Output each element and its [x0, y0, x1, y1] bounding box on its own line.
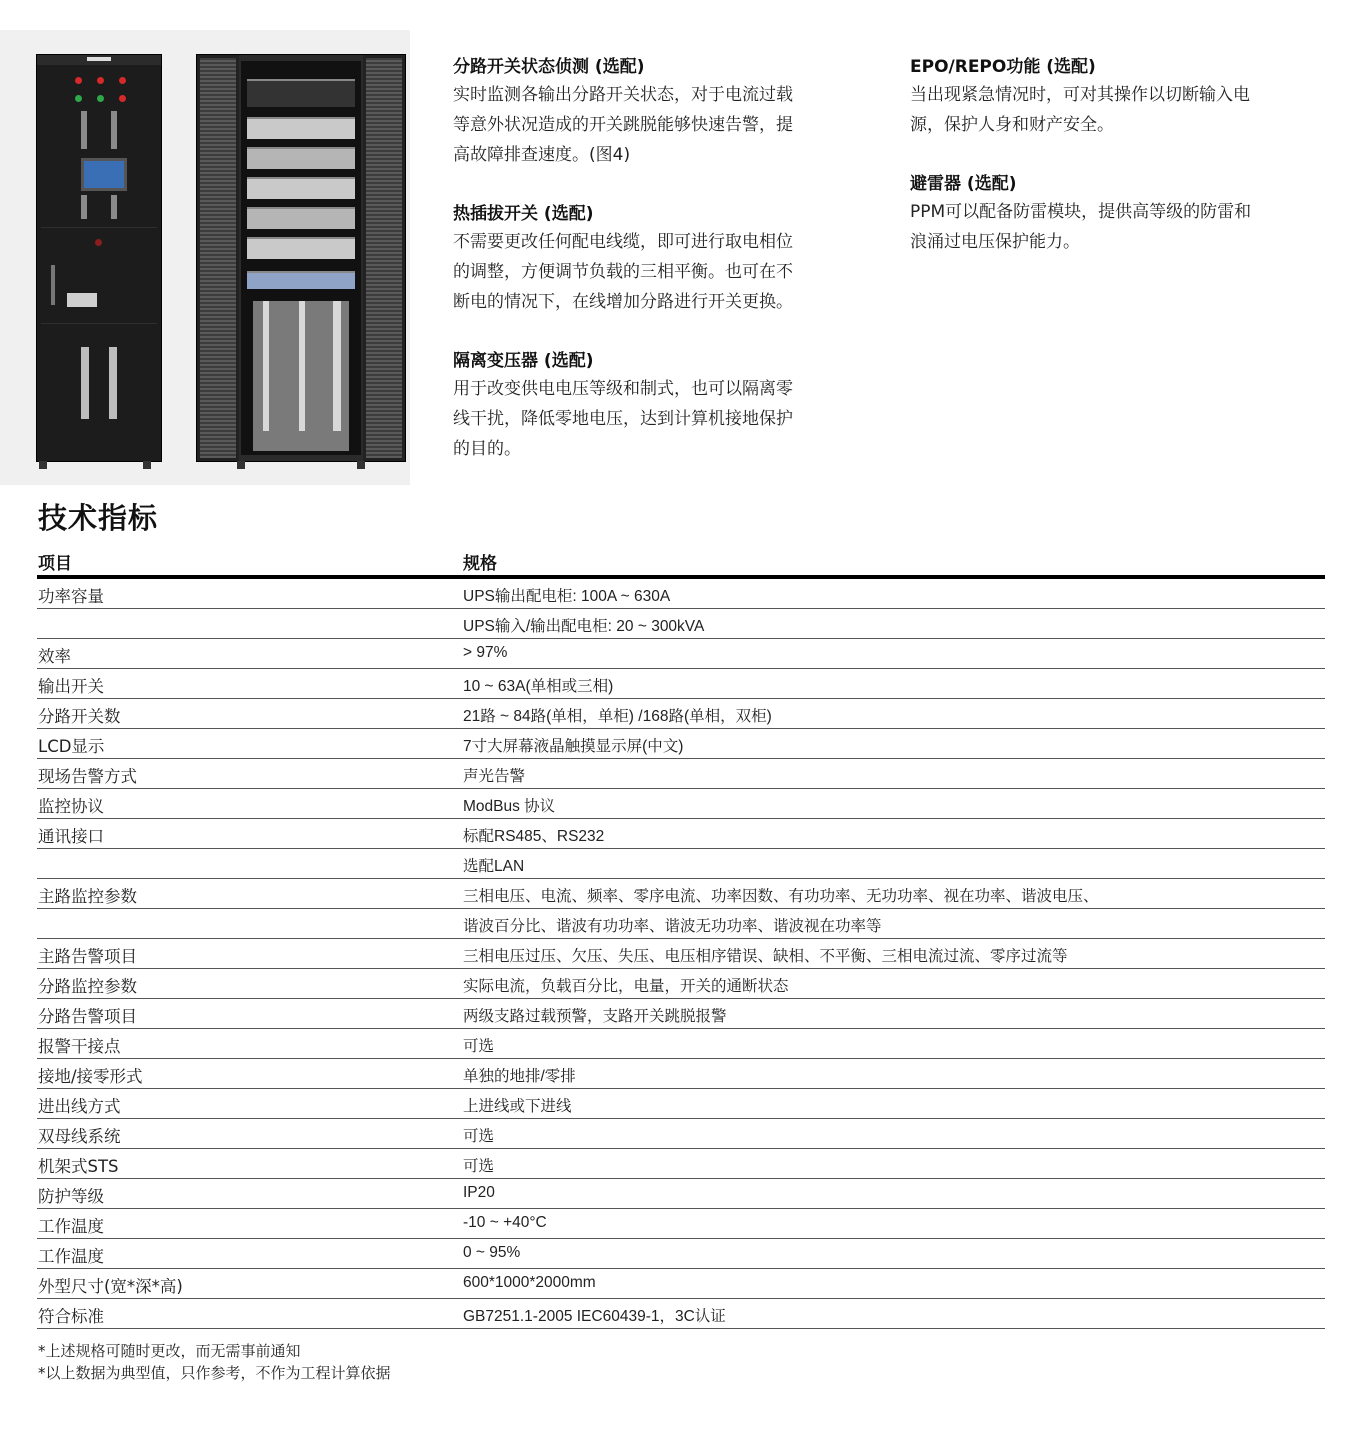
- row-item: 报警干接点: [38, 1037, 121, 1056]
- brand-plate: [87, 57, 111, 61]
- table-row: [37, 999, 1325, 1029]
- feature-block: [453, 348, 863, 464]
- feature-text: 线干扰，降低零地电压，达到计算机接地保护: [453, 409, 793, 429]
- feature-column-right: [910, 54, 1320, 257]
- table-row: [37, 669, 1325, 699]
- feature-title: 分路开关状态侦测 (选配): [453, 57, 645, 77]
- spec-table-header: [37, 545, 1325, 579]
- table-row: [37, 969, 1325, 999]
- indicator-lamp: [97, 77, 104, 84]
- row-spec: 7寸大屏幕液晶触摸显示屏(中文): [463, 738, 684, 755]
- feature-text: 不需要更改任何配电线缆，即可进行取电相位: [453, 232, 793, 252]
- indicator-lamp: [119, 95, 126, 102]
- row-spec: UPS输入/输出配电柜: 20 ~ 300kVA: [463, 618, 705, 635]
- row-item: 双母线系统: [38, 1127, 121, 1146]
- row-item: 主路告警项目: [38, 947, 137, 966]
- row-item: 外型尺寸(宽*深*高): [38, 1277, 183, 1296]
- feature-title: 避雷器 (选配): [910, 174, 1017, 194]
- row-spec: 两级支路过载预警，支路开关跳脱报警: [463, 1008, 727, 1025]
- table-row: [37, 849, 1325, 879]
- row-spec: 可选: [463, 1158, 495, 1175]
- table-row: [37, 789, 1325, 819]
- column-header-spec: 规格: [463, 554, 497, 574]
- footnote: *以上数据为典型值，只作参考，不作为工程计算依据: [38, 1364, 391, 1382]
- row-spec: 选配LAN: [463, 858, 525, 875]
- row-spec: 可选: [463, 1038, 495, 1055]
- row-spec: 三相电压、电流、频率、零序电流、功率因数、有功功率、无功功率、视在功率、谐波电压、: [463, 888, 1099, 905]
- feature-text: 高故障排查速度。(图4): [453, 145, 631, 165]
- footnote: *上述规格可随时更改，而无需事前通知: [38, 1342, 301, 1360]
- table-row: [37, 1209, 1325, 1239]
- feature-text: 当出现紧急情况时，可对其操作以切断输入电: [910, 85, 1250, 105]
- row-spec: 0 ~ 95%: [463, 1244, 521, 1261]
- table-row: [37, 1179, 1325, 1209]
- row-item: 符合标准: [38, 1307, 104, 1326]
- footnotes: [38, 1340, 391, 1384]
- row-spec: IP20: [463, 1184, 495, 1201]
- indicator-lamp: [119, 77, 126, 84]
- feature-text: 实时监测各输出分路开关状态，对于电流过载: [453, 85, 793, 105]
- feature-title: 热插拔开关 (选配): [453, 204, 594, 224]
- spec-table: [37, 579, 1325, 1329]
- row-item: 机架式STS: [38, 1157, 119, 1176]
- row-item: 进出线方式: [38, 1097, 121, 1116]
- table-row: [37, 819, 1325, 849]
- table-row: [37, 1149, 1325, 1179]
- row-item: 现场告警方式: [38, 767, 137, 786]
- row-item: 输出开关: [38, 677, 104, 696]
- product-photo: [0, 30, 410, 485]
- row-item: LCD显示: [38, 737, 105, 756]
- table-row: [37, 1299, 1325, 1329]
- table-row: [37, 1239, 1325, 1269]
- spec-title: 技术指标: [38, 501, 159, 535]
- row-item: 防护等级: [38, 1187, 104, 1206]
- table-row: [37, 1269, 1325, 1299]
- table-row: [37, 699, 1325, 729]
- feature-column-left: [453, 54, 863, 464]
- row-spec: 实际电流，负载百分比，电量，开关的通断状态: [463, 978, 789, 995]
- row-spec: 标配RS485、RS232: [463, 828, 605, 845]
- row-spec: 谐波百分比、谐波有功功率、谐波无功功率、谐波视在功率等: [463, 918, 882, 935]
- lcd-screen: [81, 158, 127, 191]
- feature-text: 浪涌过电压保护能力。: [910, 232, 1080, 252]
- row-item: 工作温度: [38, 1247, 104, 1266]
- table-row: [37, 759, 1325, 789]
- table-row: [37, 1119, 1325, 1149]
- row-spec: UPS输出配电柜: 100A ~ 630A: [463, 588, 671, 605]
- perforated-door: [363, 55, 405, 461]
- row-spec: 可选: [463, 1128, 495, 1145]
- table-row: [37, 939, 1325, 969]
- row-spec: 上进线或下进线: [463, 1098, 572, 1115]
- feature-block: [910, 171, 1320, 257]
- table-row: [37, 879, 1325, 909]
- cabinet-interior: [241, 61, 361, 455]
- table-row: [37, 1089, 1325, 1119]
- feature-block: [910, 54, 1320, 140]
- row-spec: ModBus 协议: [463, 798, 556, 815]
- row-item: 分路开关数: [38, 707, 121, 726]
- table-row: [37, 639, 1325, 669]
- row-spec: GB7251.1-2005 IEC60439-1，3C认证: [463, 1308, 726, 1325]
- feature-text: PPM可以配备防雷模块，提供高等级的防雷和: [910, 202, 1252, 222]
- column-header-item: 项目: [38, 554, 72, 574]
- indicator-lamp: [97, 95, 104, 102]
- feature-title: 隔离变压器 (选配): [453, 351, 594, 371]
- feature-block: [453, 54, 863, 170]
- row-item: 分路监控参数: [38, 977, 137, 996]
- table-row: [37, 1029, 1325, 1059]
- table-row: [37, 1059, 1325, 1089]
- feature-text: 用于改变供电电压等级和制式，也可以隔离零: [453, 379, 793, 399]
- row-spec: 三相电压过压、欠压、失压、电压相序错误、缺相、不平衡、三相电流过流、零序过流等: [463, 948, 1068, 965]
- row-spec: 单独的地排/零排: [463, 1068, 576, 1085]
- feature-text: 等意外状况造成的开关跳脱能够快速告警，提: [453, 115, 793, 135]
- perforated-door: [197, 55, 239, 461]
- indicator-lamp: [75, 77, 82, 84]
- table-row: [37, 909, 1325, 939]
- feature-text: 的目的。: [453, 439, 521, 459]
- row-spec: 10 ~ 63A(单相或三相): [463, 678, 614, 695]
- row-spec: > 97%: [463, 644, 508, 661]
- row-spec: 21路 ~ 84路(单相，单柜) /168路(单相，双柜): [463, 708, 772, 725]
- feature-text: 断电的情况下，在线增加分路进行开关更换。: [453, 292, 793, 312]
- feature-text: 源，保护人身和财产安全。: [910, 115, 1114, 135]
- row-spec: -10 ~ +40°C: [463, 1214, 547, 1231]
- row-item: 分路告警项目: [38, 1007, 137, 1026]
- row-item: 主路监控参数: [38, 887, 137, 906]
- cabinet-closed: [36, 54, 162, 462]
- feature-text: 的调整，方便调节负载的三相平衡。也可在不: [453, 262, 793, 282]
- indicator-lamp: [75, 95, 82, 102]
- feature-title: EPO/REPO功能 (选配): [910, 57, 1096, 77]
- row-item: 功率容量: [38, 587, 104, 606]
- feature-block: [453, 201, 863, 317]
- row-item: 效率: [38, 647, 71, 666]
- row-item: 通讯接口: [38, 827, 104, 846]
- row-item: 接地/接零形式: [38, 1067, 143, 1086]
- table-row: [37, 729, 1325, 759]
- row-item: 监控协议: [38, 797, 104, 816]
- door-handle: [51, 265, 55, 305]
- row-spec: 600*1000*2000mm: [463, 1274, 596, 1291]
- cabinet-open: [196, 54, 406, 462]
- cabinet-label: [67, 293, 97, 307]
- row-spec: 声光告警: [463, 768, 526, 785]
- row-item: 工作温度: [38, 1217, 104, 1236]
- table-row: [37, 579, 1325, 609]
- table-row: [37, 609, 1325, 639]
